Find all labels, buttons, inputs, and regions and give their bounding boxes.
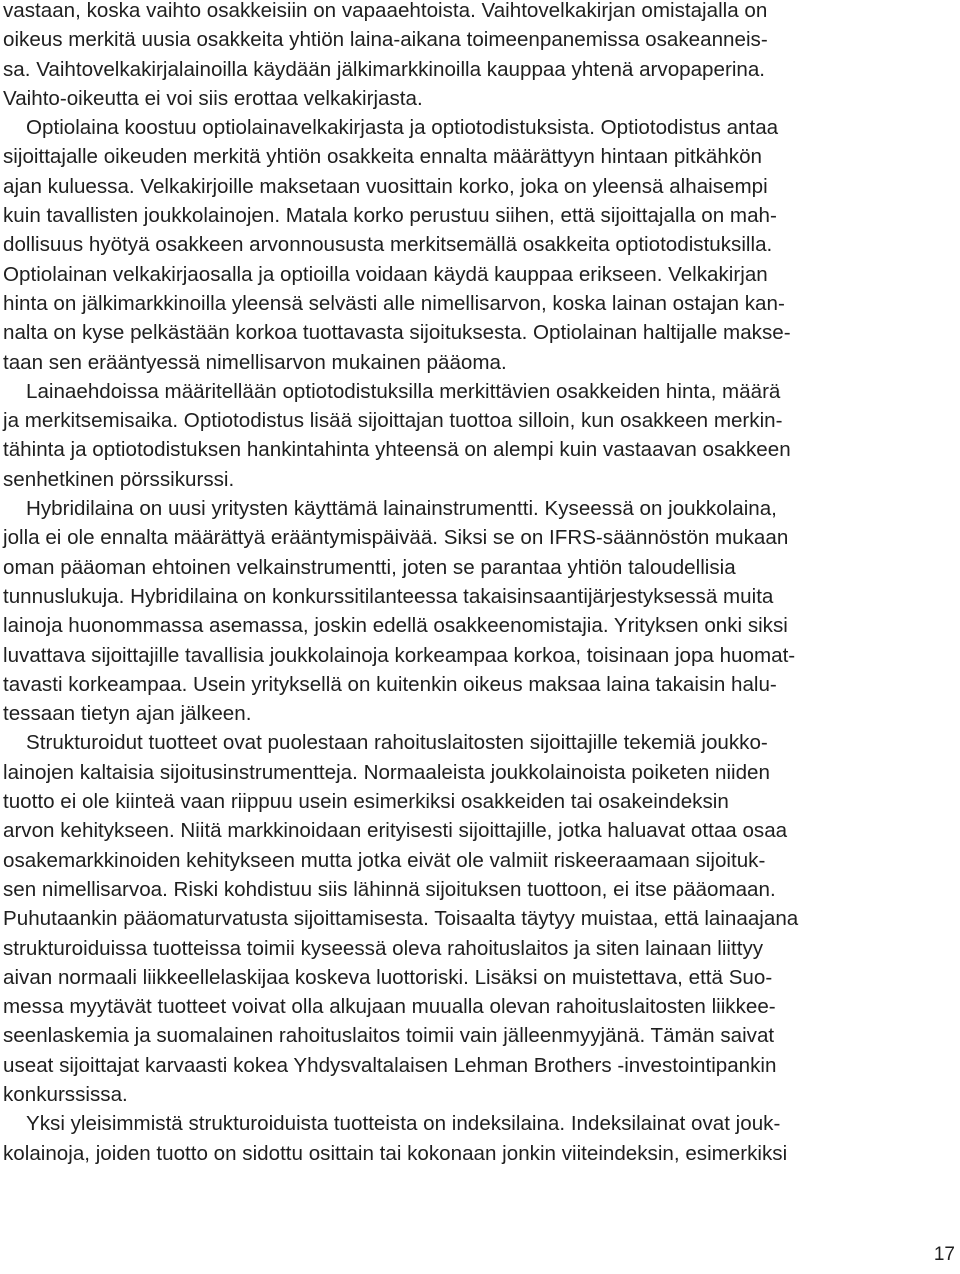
text-line: sijoittajalle oikeuden merkitä yhtiön osakkeita ennalta määrättyyn hintaan pitkähkön bbox=[3, 145, 762, 169]
text-line: hinta on jälkimarkkinoilla yleensä selvästi alle nimellisarvon, koska lainan ostajan kan- bbox=[3, 291, 785, 315]
text-line: useat sijoittajat karvaasti kokea Yhdysvaltalaisen Lehman Brothers -investointipankin bbox=[3, 1053, 777, 1077]
text-line: Lainaehdoissa määritellään optiotodistuksilla merkittävien osakkeiden hinta, määrä bbox=[26, 379, 781, 403]
text-line: oikeus merkitä uusia osakkeita yhtiön laina-aikana toimeenpanemissa osakeanneis- bbox=[3, 28, 768, 52]
text-line: tähinta ja optiotodistuksen hankintahinta yhteensä on alempi kuin vastaavan osakkeen bbox=[3, 438, 791, 462]
text-line: lainojen kaltaisia sijoitusinstrumentteja. Normaaleista joukkolainoista poiketen niiden bbox=[3, 760, 770, 784]
text-line: tunnuslukuja. Hybridilaina on konkurssitilanteessa takaisinsaantijärjestyksessä muita bbox=[3, 584, 774, 608]
text-line: osakemarkkinoiden kehitykseen mutta jotka eivät ole valmiit riskeeraamaan sijoituk- bbox=[3, 848, 766, 872]
text-line: Optiolaina koostuu optiolainavelkakirjasta ja optiotodistuksista. Optiotodistus antaa bbox=[26, 116, 779, 140]
text-line: strukturoiduissa tuotteissa toimii kyseessä oleva rahoituslaitos ja siten lainaan liittyy bbox=[3, 936, 764, 960]
text-line: Yksi yleisimmistä strukturoiduista tuotteista on indeksilaina. Indeksilainat ovat jouk- bbox=[26, 1112, 781, 1136]
text-line: arvon kehitykseen. Niitä markkinoidaan erityisesti sijoittajille, jotka haluavat ottaa osaa bbox=[3, 819, 788, 843]
text-line: Optiolainan velkakirjaosalla ja optioilla voidaan käydä kauppaa erikseen. Velkakirjan bbox=[3, 262, 768, 286]
text-line: kuin tavallisten joukkolainojen. Matala korko perustuu siihen, että sijoittajalla on mah- bbox=[3, 204, 777, 228]
body-text bbox=[3, 0, 851, 1168]
text-line: Strukturoidut tuotteet ovat puolestaan rahoituslaitosten sijoittajille tekemiä joukko- bbox=[26, 731, 768, 755]
text-line: nalta on kyse pelkästään korkoa tuottavasta sijoituksesta. Optiolainan haltijalle makse- bbox=[3, 321, 791, 345]
text-line: Vaihto-oikeutta ei voi siis erottaa velkakirjasta. bbox=[3, 86, 423, 110]
text-line: Hybridilaina on uusi yritysten käyttämä lainainstrumentti. Kyseessä on joukkolaina, bbox=[26, 497, 777, 521]
text-line: kolainoja, joiden tuotto on sidottu osittain tai kokonaan jonkin viiteindeksin, esimerkiksi bbox=[3, 1141, 788, 1165]
text-line: jolla ei ole ennalta määrättyä erääntymispäivää. Siksi se on IFRS-säännöstön mukaan bbox=[3, 526, 789, 550]
text-line: taan sen erääntyessä nimellisarvon mukainen pääoma. bbox=[3, 350, 507, 374]
text-line: ajan kuluessa. Velkakirjoille maksetaan vuosittain korko, joka on yleensä alhaisempi bbox=[3, 174, 768, 198]
page-number: 17 bbox=[933, 1244, 955, 1265]
text-line: tavasti korkeampaa. Usein yrityksellä on kuitenkin oikeus maksaa laina takaisin halu- bbox=[3, 672, 777, 696]
text-line: senhetkinen pörssikurssi. bbox=[3, 467, 235, 491]
text-line: lainoja huonommassa asemassa, joskin edellä osakkeenomistajia. Yrityksen onki siksi bbox=[3, 614, 788, 638]
text-line: tuotto ei ole kiinteä vaan riippuu usein esimerkiksi osakkeiden tai osakeindeksin bbox=[3, 790, 729, 814]
text-line: oman pääoman ehtoinen velkainstrumentti, joten se parantaa yhtiön taloudellisia bbox=[3, 555, 736, 579]
text-line: seenlaskemia ja suomalainen rahoituslaitos toimii vain jälleenmyyjänä. Tämän saivat bbox=[3, 1024, 775, 1048]
text-line: vastaan, koska vaihto osakkeisiin on vapaaehtoista. Vaihtovelkakirjan omistajalla on bbox=[3, 0, 768, 22]
text-line: sen nimellisarvoa. Riski kohdistuu siis lähinnä sijoituksen tuottoon, ei itse pääomaan. bbox=[3, 877, 776, 901]
text-line: dollisuus hyötyä osakkeen arvonnoususta merkitsemällä osakkeita optiotodistuksilla. bbox=[3, 233, 773, 257]
text-line: Puhutaankin pääomaturvatusta sijoittamisesta. Toisaalta täytyy muistaa, että lainaajana bbox=[3, 907, 799, 931]
text-line: ja merkitsemisaika. Optiotodistus lisää sijoittajan tuottoa silloin, kun osakkeen merkin- bbox=[3, 409, 783, 433]
text-line: konkurssissa. bbox=[3, 1082, 128, 1106]
text-line: messa myytävät tuotteet voivat olla alkujaan muualla olevan rahoituslaitosten liikkee- bbox=[3, 995, 776, 1019]
text-line: luvattava sijoittajille tavallisia joukkolainoja korkeampaa korkoa, toisinaan jopa huomat- bbox=[3, 643, 796, 667]
text-line: tessaan tietyn ajan jälkeen. bbox=[3, 702, 252, 726]
text-line: sa. Vaihtovelkakirjalainoilla käydään jälkimarkkinoilla kauppaa yhtenä arvopaperina. bbox=[3, 57, 766, 81]
text-line: aivan normaali liikkeellelaskijaa koskeva luottoriski. Lisäksi on muistettava, että Suo- bbox=[3, 965, 773, 989]
